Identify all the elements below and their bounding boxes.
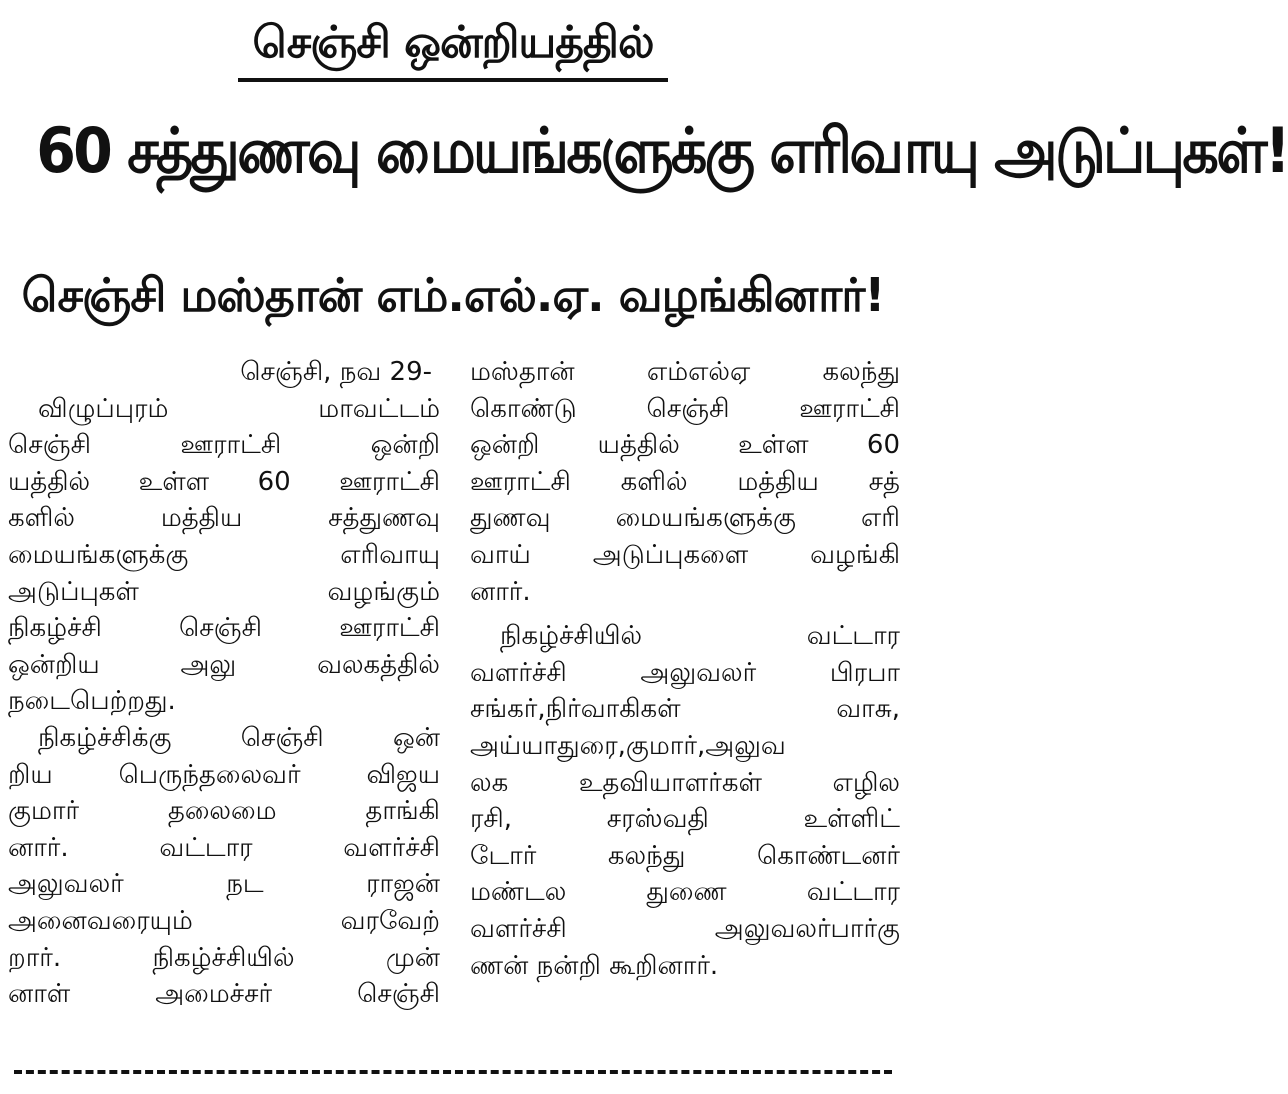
paragraph-line: நிகழ்ச்சி செஞ்சி ஊராட்சி — [8, 613, 440, 644]
paragraph-line: விழுப்புரம் மாவட்டம் — [38, 393, 440, 424]
paragraph-line: ஒன்றி யத்தில் உள்ள 60 — [470, 430, 900, 461]
paragraph-line: அலுவலர் நட ராஜன் — [8, 869, 440, 900]
paragraph-line: றிய பெருந்தலைவர் விஜய — [8, 759, 440, 790]
paragraph-line: வாய் அடுப்புகளை வழங்கி — [470, 539, 900, 570]
paragraph-line: சங்கர்,நிர்வாகிகள் வாசு, — [470, 694, 900, 725]
right-column — [470, 354, 900, 984]
paragraph-line: யத்தில் உள்ள 60 ஊராட்சி — [8, 466, 440, 497]
paragraph-line: அடுப்புகள் வழங்கும் — [8, 576, 440, 607]
paragraph-line: வளர்ச்சி அலுவலர் பிரபா — [470, 657, 900, 688]
paragraph-line: நிகழ்ச்சியில் வட்டார — [500, 621, 900, 652]
paragraph-line: ணன் நன்றி கூறினார். — [470, 950, 719, 981]
paragraph-line: ஊராட்சி களில் மத்திய சத் — [470, 466, 900, 497]
paragraph-line: ஒன்றிய அலு வலகத்தில் — [8, 649, 440, 680]
paragraph-line: மண்டல துணை வட்டார — [470, 877, 900, 908]
paragraph-line: னாள் அமைச்சர் செஞ்சி — [8, 979, 440, 1010]
paragraph-line: னார். வட்டார வளர்ச்சி — [8, 832, 440, 863]
kicker-container — [0, 0, 906, 96]
paragraph-line: குமார் தலைமை தாங்கி — [8, 796, 440, 827]
kicker: செஞ்சி ஒன்றியத்தில் — [238, 8, 667, 82]
paragraph-line: நிகழ்ச்சிக்கு செஞ்சி ஒன் — [38, 722, 440, 753]
paragraph-line: டோர் கலந்து கொண்டனர் — [470, 840, 900, 871]
dashed-divider — [14, 1070, 892, 1074]
paragraph-line: நடைபெற்றது. — [8, 686, 176, 717]
paragraph-gap — [470, 610, 900, 618]
dateline: செஞ்சி, நவ 29- — [240, 357, 432, 387]
paragraph-line: அனைவரையும் வரவேற் — [8, 905, 440, 936]
paragraph-line: லக உதவியாளர்கள் எழில — [470, 767, 900, 798]
paragraph-line: மையங்களுக்கு எரிவாயு — [8, 539, 440, 570]
paragraph-line: களில் மத்திய சத்துணவு — [8, 503, 440, 534]
paragraph-line: ரசி, சரஸ்வதி உள்ளிட் — [470, 804, 900, 835]
subhead: செஞ்சி மஸ்தான் எம்.எல்.ஏ. வழங்கினார்! — [21, 268, 885, 322]
headline: 60 சத்துணவு மையங்களுக்கு எரிவாயு அடுப்புகள்! — [36, 114, 1288, 187]
paragraph-line: செஞ்சி ஊராட்சி ஒன்றி — [8, 430, 440, 461]
paragraph-line: மஸ்தான் எம்எல்ஏ கலந்து — [470, 357, 900, 387]
left-column — [8, 354, 440, 1013]
paragraph-line: கொண்டு செஞ்சி ஊராட்சி — [470, 393, 900, 424]
paragraph-line: வளர்ச்சி அலுவலர்பார்கு — [470, 913, 900, 944]
paragraph-line: றார். நிகழ்ச்சியில் முன் — [8, 942, 440, 973]
paragraph-line: துணவு மையங்களுக்கு எரி — [470, 503, 900, 534]
paragraph-line: அய்யாதுரை,குமார்,அலுவ — [470, 730, 786, 761]
paragraph-line: னார். — [470, 576, 531, 607]
